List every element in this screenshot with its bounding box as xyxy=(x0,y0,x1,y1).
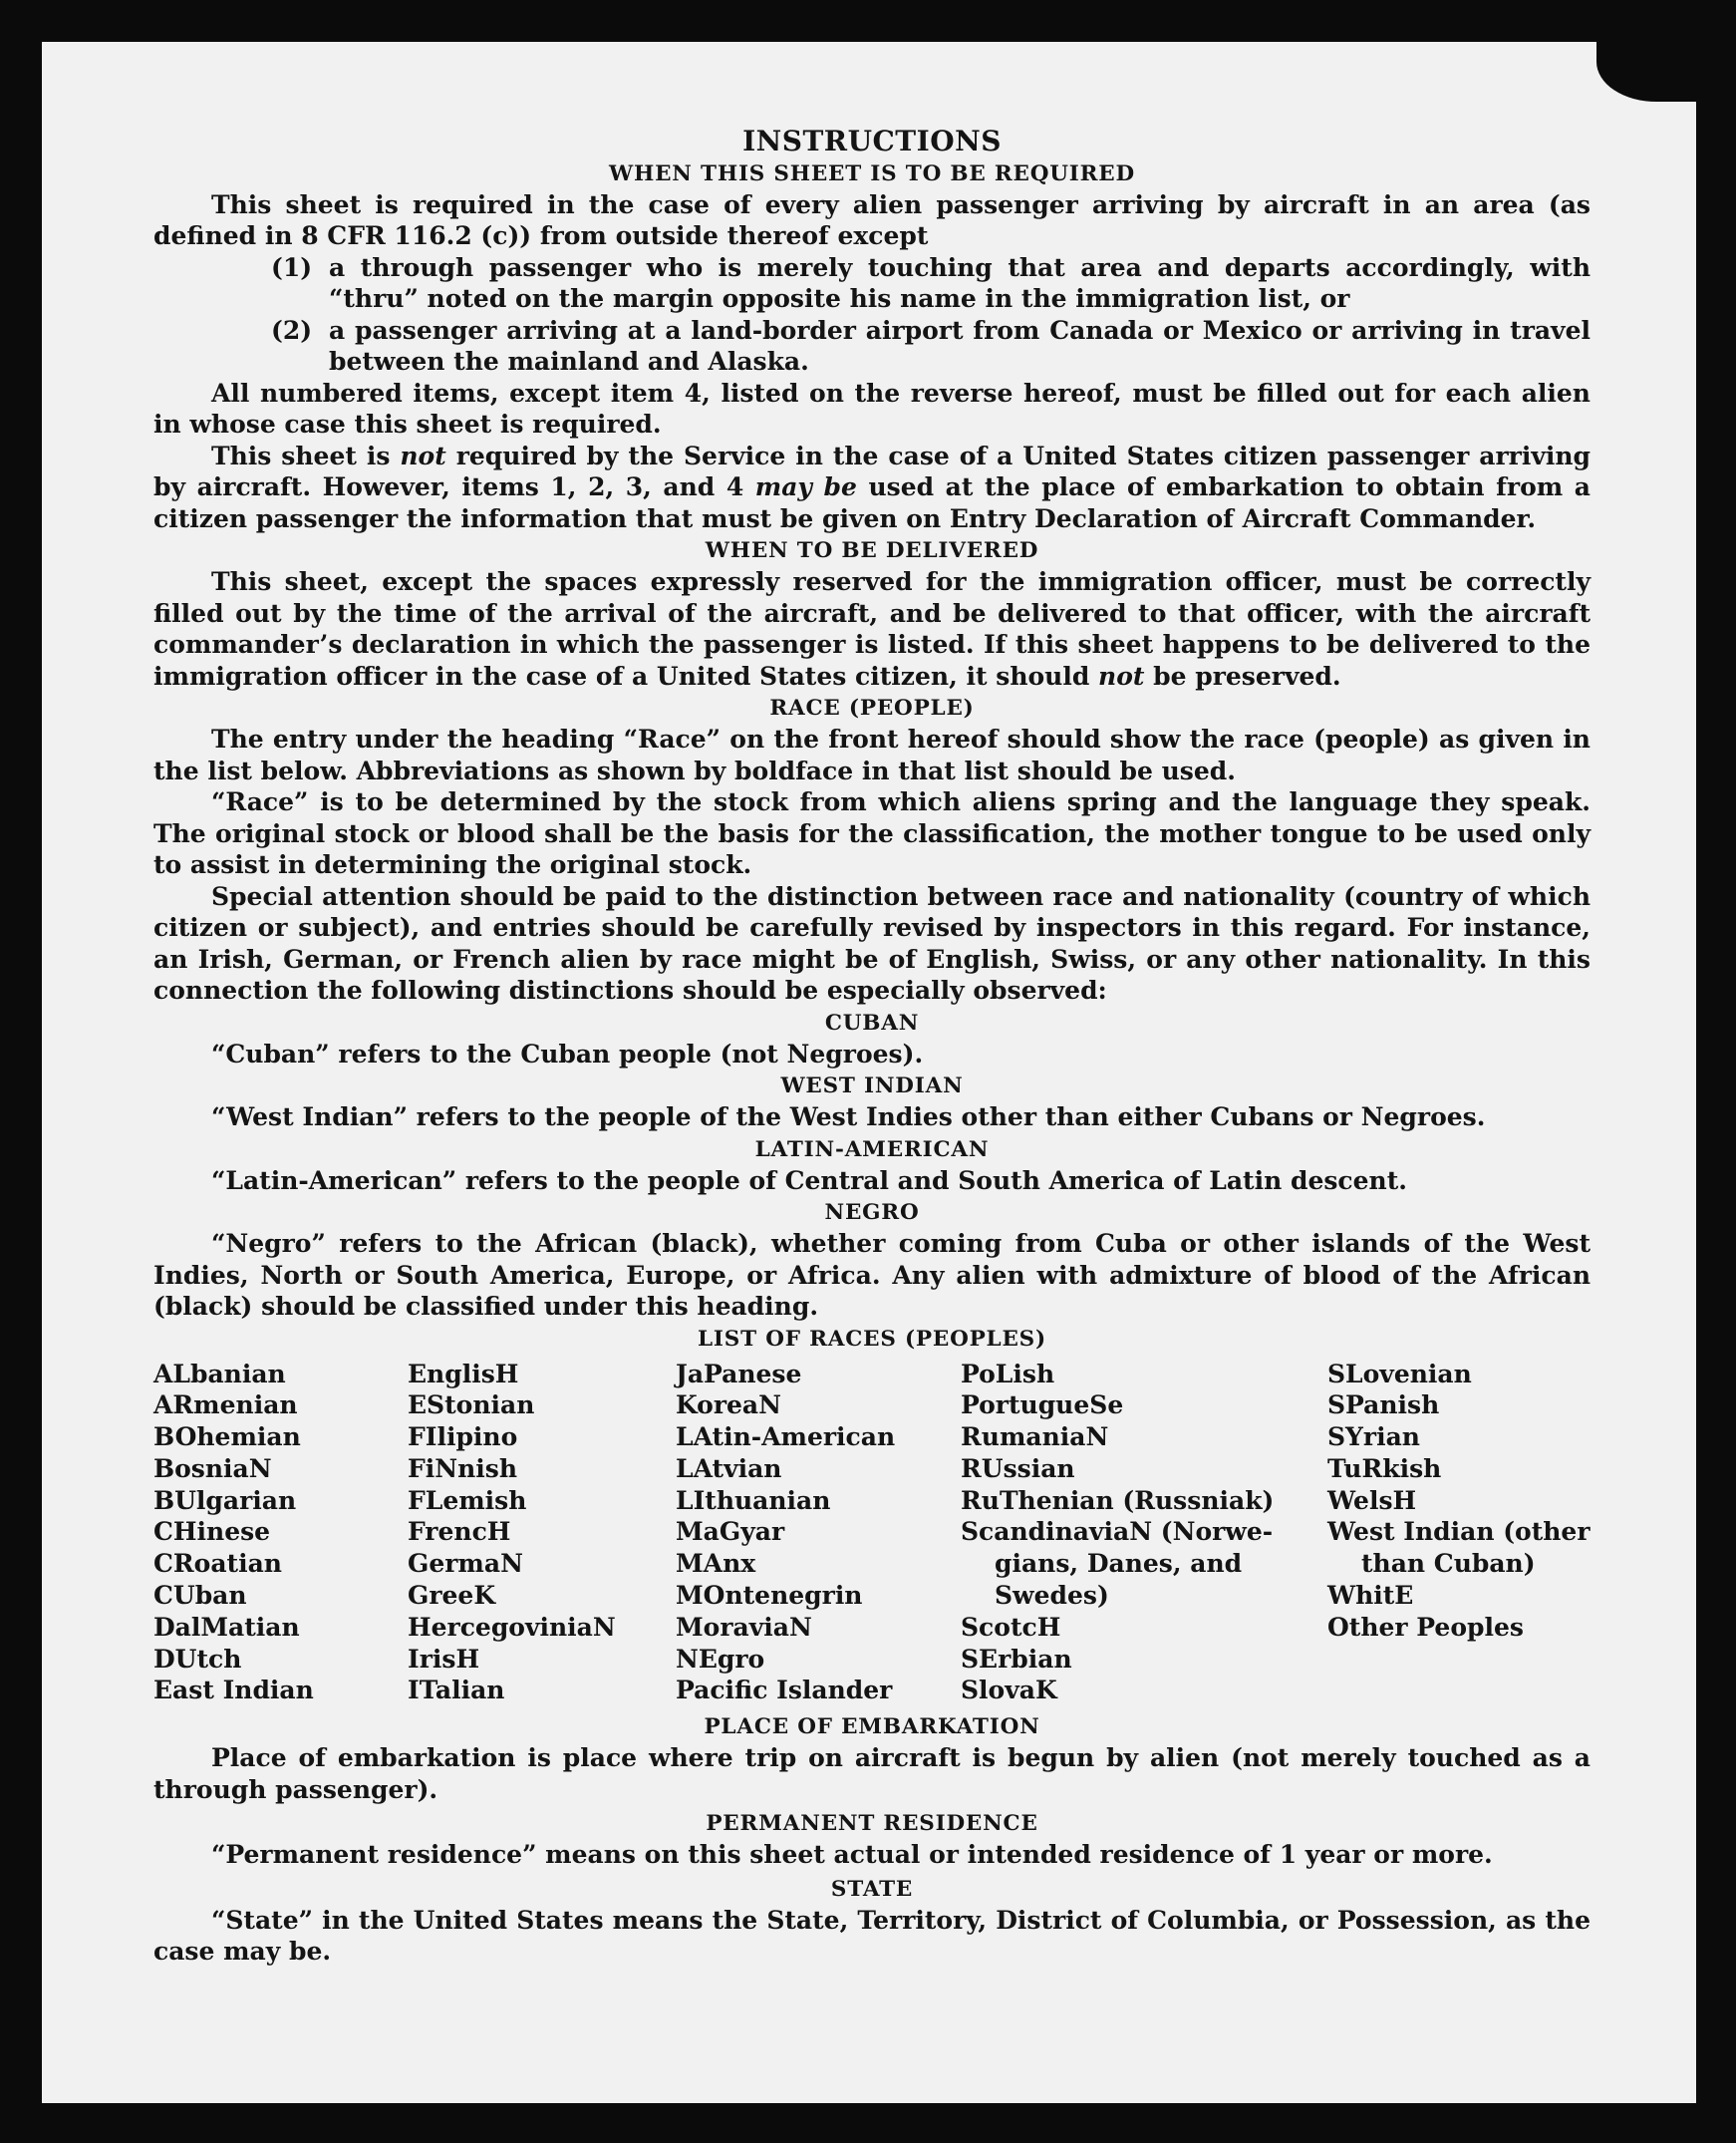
race-item: PortugueSe xyxy=(961,1390,1124,1420)
race-paragraph-3: Special attention should be paid to the distinction between race and nationality (country of which citizen or subject), and entries should be carefully revised by inspectors in this regard. For instance, an Irish, German, or French alien by race might be of English, Swiss, or any other nationality. In this connection the following distinctions should be especially observed: xyxy=(153,881,1591,1005)
race-item: SlovaK xyxy=(961,1676,1057,1705)
race-item: WelsH xyxy=(1327,1485,1417,1515)
race-item: Other Peoples xyxy=(1327,1612,1524,1642)
citizen-paragraph: This sheet is not required by the Service in the case of a United States citizen passenger arriving by aircraft. However, items 1, 2, 3, and 4 may be used at the place of embarkation to obtain from a citizen passenger the information that must be given on Entry Declaration of Aircraft Commander. xyxy=(153,441,1591,533)
race-item: Pacific Islander xyxy=(676,1676,893,1705)
heading-race: RACE (PEOPLE) xyxy=(769,696,975,721)
race-column-4 xyxy=(961,1359,1327,1707)
item-text: a through passenger who is merely touching that area and departs accordingly, with “thru” noted on the margin opposite his name in the immigration list, or xyxy=(329,252,1591,313)
race-item: BOhemian xyxy=(153,1422,301,1452)
race-paragraph-2: “Race” is to be determined by the stock from which aliens spring and the language they speak. The original stock or blood shall be the basis for the classification, the mother tongue to be used only to assist in determining the original stock. xyxy=(153,787,1591,879)
race-item: WhitE xyxy=(1327,1581,1414,1611)
cuban-text: “Cuban” refers to the Cuban people (not Negroes). xyxy=(211,1039,924,1069)
race-item: JaPanese xyxy=(676,1359,802,1388)
race-item: CRoatian xyxy=(153,1549,282,1579)
race-item: GermaN xyxy=(408,1549,523,1579)
race-item: ARmenian xyxy=(153,1390,298,1420)
embarkation-text: Place of embarkation is place where trip on aircraft is begun by alien (not merely touched as a through passenger). xyxy=(153,1743,1591,1804)
heading-cuban: CUBAN xyxy=(824,1010,920,1036)
ink-blot xyxy=(1596,42,1696,102)
when-delivered-paragraph: This sheet, except the spaces expressly reserved for the immigration officer, must be correctly filled out by the time of the arrival of the aircraft, and be delivered to that officer, with the aircraft commander’s declaration in which the passenger is listed. If this sheet happens to be delivered to the immigration officer in the case of a United States citizen, it should not be preserved. xyxy=(153,567,1591,691)
race-list xyxy=(153,1359,1591,1707)
race-item-continuation: gians, Danes, and xyxy=(995,1549,1243,1579)
race-item: LIthuanian xyxy=(676,1485,831,1515)
race-item: RuThenian (Russniak) xyxy=(961,1485,1275,1515)
race-item: LAtvian xyxy=(676,1453,782,1483)
race-item: RUssian xyxy=(961,1453,1075,1483)
race-item: ALbanian xyxy=(153,1359,286,1388)
race-item: SPanish xyxy=(1327,1390,1440,1420)
item-number: (2) xyxy=(271,315,313,345)
race-item: TuRkish xyxy=(1327,1453,1442,1483)
race-item: ScotcH xyxy=(961,1612,1061,1642)
race-item: West Indian (other xyxy=(1327,1517,1591,1547)
race-item: SLovenian xyxy=(1327,1359,1472,1388)
race-item: FLemish xyxy=(408,1485,527,1515)
race-item-continuation: Swedes) xyxy=(995,1581,1109,1611)
race-item: ScandinaviaN (Norwe- xyxy=(961,1517,1274,1547)
page-title: INSTRUCTIONS xyxy=(742,125,1002,157)
when-required-intro: This sheet is required in the case of every alien passenger arriving by aircraft in an area (as defined in 8 CFR 116.2 (c)) from outside thereof except xyxy=(153,189,1591,250)
race-item: ITalian xyxy=(408,1676,505,1705)
race-item: RumaniaN xyxy=(961,1422,1109,1452)
race-column-1 xyxy=(153,1359,408,1707)
heading-embarkation: PLACE OF EMBARKATION xyxy=(704,1714,1040,1740)
race-item: FIlipino xyxy=(408,1422,518,1452)
race-item: MAnx xyxy=(676,1549,756,1579)
race-column-5 xyxy=(1327,1359,1591,1707)
race-item: NEgro xyxy=(676,1644,765,1674)
race-item: DUtch xyxy=(153,1644,242,1674)
race-item: MOntenegrin xyxy=(676,1581,863,1611)
race-item: KoreaN xyxy=(676,1390,781,1420)
numbered-items-paragraph: All numbered items, except item 4, listed on the reverse hereof, must be filled out for each alien in whose case this sheet is required. xyxy=(153,378,1591,439)
negro-text: “Negro” refers to the African (black), whether coming from Cuba or other islands of the West Indies, North or South America, Europe, or Africa. Any alien with admixture of blood of the African (black) should be classified under this heading. xyxy=(153,1229,1591,1321)
race-item: EnglisH xyxy=(408,1359,519,1388)
race-item: CHinese xyxy=(153,1517,271,1547)
item-number: (1) xyxy=(271,252,313,282)
race-item: FrencH xyxy=(408,1517,511,1547)
race-item: HercegoviniaN xyxy=(408,1612,616,1642)
heading-when-required: WHEN THIS SHEET IS TO BE REQUIRED xyxy=(609,160,1135,186)
race-item-continuation: than Cuban) xyxy=(1361,1549,1536,1579)
race-item: East Indian xyxy=(153,1676,314,1705)
heading-west-indian: WEST INDIAN xyxy=(780,1073,964,1098)
heading-list-of-races: LIST OF RACES (PEOPLES) xyxy=(698,1326,1046,1352)
heading-state: STATE xyxy=(830,1876,914,1902)
heading-latin-american: LATIN-AMERICAN xyxy=(754,1136,990,1162)
heading-negro: NEGRO xyxy=(824,1200,920,1225)
state-text: “State” in the United States means the State, Territory, District of Columbia, or Possession, as the case may be. xyxy=(153,1905,1591,1967)
race-item: CUban xyxy=(153,1581,247,1611)
race-item: MoraviaN xyxy=(676,1612,812,1642)
race-item: IrisH xyxy=(408,1644,480,1674)
race-item: BUlgarian xyxy=(153,1485,297,1515)
race-item: DalMatian xyxy=(153,1612,300,1642)
instructions-content xyxy=(153,120,1591,1968)
race-item: MaGyar xyxy=(676,1517,785,1547)
race-item: BosniaN xyxy=(153,1453,272,1483)
race-item: EStonian xyxy=(408,1390,535,1420)
race-item: PoLish xyxy=(961,1359,1055,1388)
race-item: FiNnish xyxy=(408,1453,518,1483)
race-item: LAtin-American xyxy=(676,1422,896,1452)
exception-item-1 xyxy=(271,252,1591,315)
race-item: GreeK xyxy=(408,1581,496,1611)
item-text: a passenger arriving at a land-border airport from Canada or Mexico or arriving in travel between the mainland and Alaska. xyxy=(329,315,1591,376)
west-indian-text: “West Indian” refers to the people of the West Indies other than either Cubans or Negroes. xyxy=(211,1102,1486,1131)
race-item: SErbian xyxy=(961,1644,1072,1674)
heading-when-delivered: WHEN TO BE DELIVERED xyxy=(705,538,1039,563)
document-page xyxy=(42,42,1696,2103)
heading-permanent-residence: PERMANENT RESIDENCE xyxy=(706,1811,1038,1837)
race-column-2 xyxy=(408,1359,676,1707)
latin-american-text: “Latin-American” refers to the people of Central and South America of Latin descent. xyxy=(211,1165,1407,1195)
permanent-residence-text: “Permanent residence” means on this sheet actual or intended residence of 1 year or more. xyxy=(211,1840,1493,1870)
race-item: SYrian xyxy=(1327,1422,1420,1452)
race-paragraph-1: The entry under the heading “Race” on the front hereof should show the race (people) as given in the list below. Abbreviations as shown by boldface in that list should be used. xyxy=(153,725,1591,785)
race-column-3 xyxy=(676,1359,961,1707)
exception-item-2 xyxy=(271,315,1591,378)
